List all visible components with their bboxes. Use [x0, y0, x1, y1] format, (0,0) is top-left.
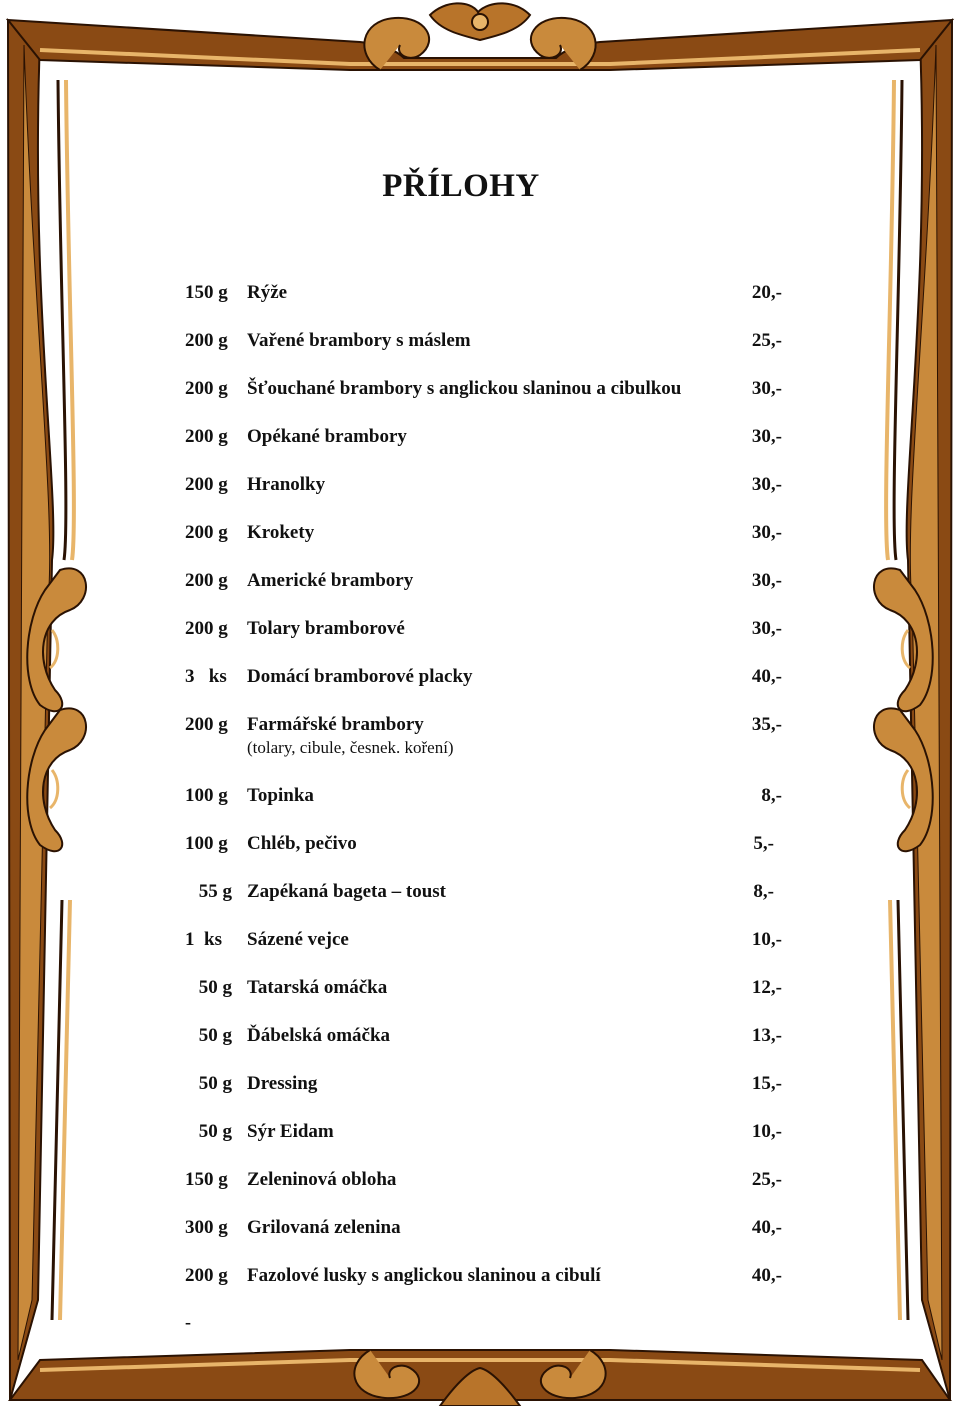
menu-item-price: 30,-: [751, 522, 782, 543]
menu-item-name: Tolary bramborové: [247, 618, 405, 639]
menu-item: [0, 1073, 960, 1103]
menu-item-price: 40,-: [751, 1217, 782, 1238]
menu-item: [0, 833, 960, 863]
menu-item-quantity: 100 g: [185, 833, 228, 854]
menu-item-price: 40,-: [751, 1265, 782, 1286]
menu-item-price: 10,-: [751, 929, 782, 950]
menu-item-name: Rýže: [247, 282, 288, 303]
menu-item-name: Sázené vejce: [247, 929, 349, 950]
menu-item: [0, 330, 960, 360]
menu-item-price: 8,-: [761, 785, 782, 806]
menu-item-name: Topinka: [247, 785, 314, 806]
menu-item-name: Šťouchané brambory s anglickou slaninou a cibulkou: [247, 378, 682, 399]
menu-item-name: Sýr Eidam: [247, 1121, 334, 1142]
menu-item-quantity: 200 g: [185, 426, 228, 447]
menu-item-name: Chléb, pečivo: [247, 833, 357, 854]
menu-item-price: 12,-: [751, 977, 782, 998]
menu-item-quantity: 200 g: [185, 1265, 228, 1286]
menu-item-quantity: 150 g: [185, 1169, 228, 1190]
menu-item-price: 13,-: [751, 1025, 782, 1046]
menu-item-quantity: 200 g: [185, 618, 228, 639]
menu-item-price: 5,-: [753, 833, 774, 854]
menu-item-price: 30,-: [751, 426, 782, 447]
menu-item-name: Krokety: [247, 522, 315, 543]
menu-item: [0, 881, 960, 911]
menu-item-price: 8,-: [753, 881, 774, 902]
menu-item: [0, 1121, 960, 1151]
menu-item: [0, 378, 960, 408]
menu-item: [0, 785, 960, 815]
menu-item-name: Americké brambory: [247, 570, 414, 591]
menu-item-price: 15,-: [751, 1073, 782, 1094]
menu-item-name: Zeleninová obloha: [247, 1169, 397, 1190]
menu-item-quantity: 1 ks: [185, 929, 222, 950]
menu-item-price: 20,-: [751, 282, 782, 303]
menu-item-price: 40,-: [751, 666, 782, 687]
menu-item-name: Vařené brambory s máslem: [247, 330, 471, 351]
menu-item: [0, 1169, 960, 1199]
menu-item-quantity: 100 g: [185, 785, 228, 806]
menu-item-quantity: 200 g: [185, 330, 228, 351]
menu-item: [0, 1265, 960, 1295]
menu-item-name: Ďábelská omáčka: [247, 1025, 391, 1046]
menu-item: [0, 929, 960, 959]
menu-item-name: Fazolové lusky s anglickou slaninou a cibulí: [247, 1265, 601, 1286]
menu-item-note: (tolary, cibule, česnek. koření): [247, 738, 454, 757]
menu-item: [0, 522, 960, 552]
menu-item-quantity: 300 g: [185, 1217, 228, 1238]
menu-item-name: Opékané brambory: [247, 426, 407, 447]
menu-item-quantity: 50 g: [198, 1025, 232, 1046]
menu-item-quantity: 50 g: [198, 977, 232, 998]
menu-item-quantity: 200 g: [185, 474, 228, 495]
menu-item-price: 30,-: [751, 618, 782, 639]
menu-item: [0, 618, 960, 648]
menu-item: [0, 570, 960, 600]
menu-item-name: Domácí bramborové placky: [247, 666, 473, 687]
menu-item-quantity: 200 g: [185, 714, 228, 735]
menu-item: [0, 1217, 960, 1247]
menu-item-name: Grilovaná zelenina: [247, 1217, 401, 1238]
menu-item-price: 25,-: [751, 330, 782, 351]
menu-item: [0, 474, 960, 504]
menu-item-name: Tatarská omáčka: [247, 977, 388, 998]
menu-item-price: 30,-: [751, 474, 782, 495]
menu-item-quantity: 150 g: [185, 282, 228, 303]
menu-item-quantity: 3 ks: [185, 666, 227, 687]
menu-item-quantity: 200 g: [185, 378, 228, 399]
trailing-mark: -: [185, 1312, 191, 1332]
menu-item-quantity: 200 g: [185, 570, 228, 591]
menu-item-price: 25,-: [751, 1169, 782, 1190]
menu-item-name: Dressing: [247, 1073, 318, 1094]
page-title: PŘÍLOHY: [382, 168, 540, 204]
menu-item-quantity: 200 g: [185, 522, 228, 543]
menu-item: [0, 426, 960, 456]
menu-item-price: 35,-: [751, 714, 782, 735]
menu-item-price: 10,-: [751, 1121, 782, 1142]
menu-item-price: 30,-: [751, 378, 782, 399]
menu-item-price: 30,-: [751, 570, 782, 591]
menu-item: [0, 714, 960, 744]
menu-item-name: Farmářské brambory: [247, 714, 424, 735]
menu-item: [0, 282, 960, 312]
menu-item-quantity: 50 g: [198, 1073, 232, 1094]
menu-item-quantity: 50 g: [198, 1121, 232, 1142]
menu-item: [0, 666, 960, 696]
menu-item: [0, 1025, 960, 1055]
menu-item-name: Zapékaná bageta – toust: [247, 881, 446, 902]
menu-item-quantity: 55 g: [198, 881, 232, 902]
menu-item: [0, 977, 960, 1007]
menu-item-name: Hranolky: [247, 474, 326, 495]
